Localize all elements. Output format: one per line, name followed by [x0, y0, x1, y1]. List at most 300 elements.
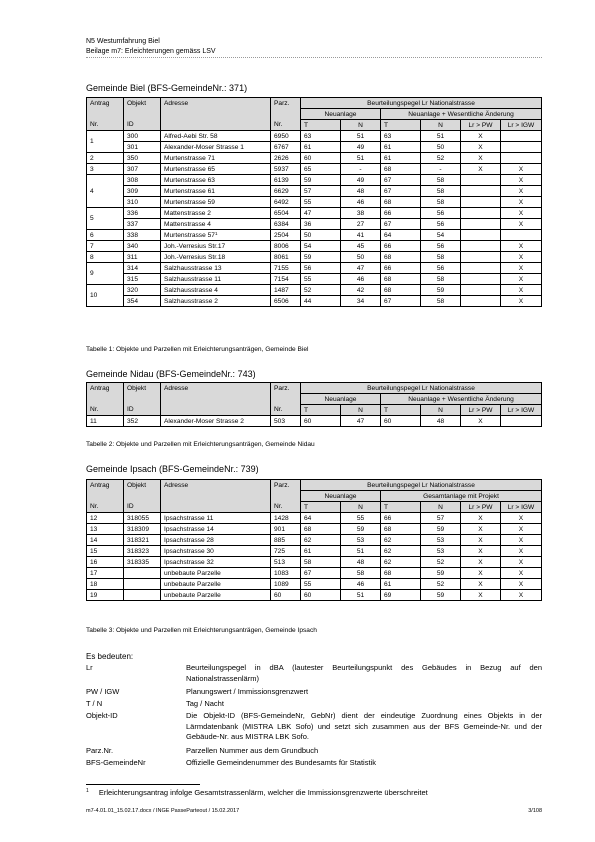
cell-n: 53	[421, 546, 461, 557]
cell-t: 44	[301, 296, 341, 307]
cell-adresse: Murtenstrasse 59	[161, 197, 271, 208]
cell-objekt-id: 310	[124, 197, 161, 208]
cell-antrag: 2	[87, 153, 124, 164]
cell-adresse: Murtenstrasse 71	[161, 153, 271, 164]
col-header-antrag: Antrag	[87, 98, 124, 109]
cell-n: -	[421, 164, 461, 175]
cell-n: 51	[341, 590, 381, 601]
cell-parz-nr: 2504	[271, 230, 301, 241]
cell-t: 36	[301, 219, 341, 230]
col-header-neuanlage-aenderung: Neuanlage + Wesentliche Änderung	[381, 394, 542, 405]
cell-t: 60	[301, 416, 341, 427]
cell-t: 67	[301, 568, 341, 579]
col-header-gesamtanlage: Gesamtanlage mit Projekt	[381, 491, 542, 502]
cell-n: 48	[421, 416, 461, 427]
cell-parz-nr: 60	[271, 590, 301, 601]
cell-objekt-id	[124, 590, 161, 601]
cell-pw: X	[461, 131, 501, 142]
cell-n: 53	[341, 535, 381, 546]
cell-n: 41	[341, 230, 381, 241]
cell-n: 58	[341, 568, 381, 579]
table-row	[87, 208, 542, 219]
cell-t: 68	[381, 274, 421, 285]
cell-n: 51	[341, 153, 381, 164]
cell-adresse: Salzhausstrasse 2	[161, 296, 271, 307]
col-header-igw: Lr > IGW	[501, 502, 542, 513]
cell-t: 61	[381, 153, 421, 164]
cell-adresse: unbebaute Parzelle	[161, 579, 271, 590]
cell-igw: X	[501, 568, 542, 579]
cell-pw	[461, 296, 501, 307]
cell-n: 46	[341, 274, 381, 285]
col-header-group: Beurteilungspegel Lr Nationalstrasse	[301, 383, 542, 394]
legend-value: Offizielle Gemeindenummer des Bundesamts für Statistik	[186, 758, 376, 767]
cell-pw: X	[461, 579, 501, 590]
legend-value: Tag / Nacht	[186, 699, 224, 708]
col-header-t: T	[381, 405, 421, 416]
cell-parz-nr: 513	[271, 557, 301, 568]
cell-parz-nr: 8006	[271, 241, 301, 252]
cell-t: 59	[301, 175, 341, 186]
cell-igw: X	[501, 274, 542, 285]
table-row	[87, 285, 542, 296]
cell-parz-nr: 6384	[271, 219, 301, 230]
cell-n: 52	[421, 579, 461, 590]
cell-igw: X	[501, 263, 542, 274]
col-header-nr: Nr.	[87, 405, 124, 416]
cell-adresse: unbebaute Parzelle	[161, 568, 271, 579]
cell-objekt-id: 336	[124, 208, 161, 219]
cell-pw: X	[461, 513, 501, 524]
cell-objekt-id	[124, 579, 161, 590]
table-row	[87, 274, 542, 285]
cell-t: 61	[301, 142, 341, 153]
cell-igw: X	[501, 175, 542, 186]
cell-n: 56	[421, 241, 461, 252]
table-row	[87, 219, 542, 230]
cell-parz-nr: 725	[271, 546, 301, 557]
cell-antrag: 11	[87, 416, 124, 427]
table-row	[87, 164, 542, 175]
cell-adresse: Alexander-Moser Strasse 1	[161, 142, 271, 153]
cell-adresse: Murtenstrasse 63	[161, 175, 271, 186]
cell-adresse: Mattenstrasse 4	[161, 219, 271, 230]
cell-parz-nr: 503	[271, 416, 301, 427]
cell-pw: X	[461, 153, 501, 164]
caption-nidau: Tabelle 2: Objekte und Parzellen mit Erleichterungsanträgen, Gemeinde Nidau	[86, 441, 315, 448]
cell-t: 55	[301, 274, 341, 285]
cell-n: 59	[421, 568, 461, 579]
legend-item	[86, 758, 542, 769]
legend-key: Parz.Nr.	[86, 746, 114, 755]
cell-adresse: Joh.-Verresius Str.17	[161, 241, 271, 252]
col-header-t: T	[381, 120, 421, 131]
cell-antrag: 10	[87, 285, 124, 307]
col-header-parz: Parz.	[271, 383, 301, 394]
cell-t: 50	[301, 230, 341, 241]
cell-objekt-id: 318309	[124, 524, 161, 535]
cell-adresse: Ipsachstrasse 11	[161, 513, 271, 524]
cell-n: 59	[341, 524, 381, 535]
cell-t: 68	[381, 568, 421, 579]
cell-t: 63	[381, 131, 421, 142]
col-header-group: Beurteilungspegel Lr Nationalstrasse	[301, 480, 542, 491]
cell-t: 60	[301, 153, 341, 164]
cell-t: 67	[381, 186, 421, 197]
legend-key: T / N	[86, 699, 103, 708]
cell-pw	[461, 252, 501, 263]
cell-igw: X	[501, 579, 542, 590]
cell-parz-nr: 2626	[271, 153, 301, 164]
cell-parz-nr: 7155	[271, 263, 301, 274]
cell-igw: X	[501, 285, 542, 296]
footnote-text: Erleichterungsantrag infolge Gesamtstrassenlärm, welcher die Immissionsgrenzwerte überschreitet	[98, 788, 428, 797]
cell-objekt-id: 318055	[124, 513, 161, 524]
cell-objekt-id: 314	[124, 263, 161, 274]
cell-antrag: 18	[87, 579, 124, 590]
cell-adresse: Ipsachstrasse 28	[161, 535, 271, 546]
cell-n: 57	[421, 513, 461, 524]
cell-adresse: Alexander-Moser Strasse 2	[161, 416, 271, 427]
cell-antrag: 19	[87, 590, 124, 601]
cell-pw: X	[461, 142, 501, 153]
page-number: 3/108	[528, 808, 542, 814]
table-row	[87, 579, 542, 590]
table-nidau	[86, 382, 542, 427]
cell-objekt-id	[124, 568, 161, 579]
legend-item	[86, 711, 542, 743]
cell-t: 64	[301, 513, 341, 524]
cell-pw: X	[461, 535, 501, 546]
legend-title: Es bedeuten:	[86, 652, 134, 661]
col-header-neuanlage-aenderung: Neuanlage + Wesentliche Änderung	[381, 109, 542, 120]
cell-igw: X	[501, 208, 542, 219]
col-header-t: T	[301, 405, 341, 416]
table-row	[87, 153, 542, 164]
cell-parz-nr: 8061	[271, 252, 301, 263]
cell-t: 62	[381, 546, 421, 557]
cell-n: 47	[341, 416, 381, 427]
cell-t: 66	[381, 241, 421, 252]
cell-t: 61	[381, 579, 421, 590]
cell-n: 58	[421, 252, 461, 263]
cell-n: 56	[421, 219, 461, 230]
col-header-n: N	[421, 502, 461, 513]
cell-n: 52	[421, 557, 461, 568]
cell-antrag: 9	[87, 263, 124, 285]
table-row	[87, 535, 542, 546]
table-row	[87, 197, 542, 208]
col-header-pw: Lr > PW	[461, 120, 501, 131]
col-header-id: ID	[124, 405, 161, 416]
cell-adresse: Murtenstrasse 61	[161, 186, 271, 197]
cell-pw	[461, 208, 501, 219]
table-row	[87, 230, 542, 241]
cell-objekt-id: 320	[124, 285, 161, 296]
cell-parz-nr: 6950	[271, 131, 301, 142]
cell-t: 62	[301, 535, 341, 546]
cell-t: 63	[301, 131, 341, 142]
cell-igw: X	[501, 241, 542, 252]
col-header-n: N	[421, 405, 461, 416]
cell-t: 60	[301, 590, 341, 601]
cell-n: 52	[421, 153, 461, 164]
col-header-nr: Nr.	[87, 120, 124, 131]
table-row	[87, 296, 542, 307]
cell-igw: X	[501, 524, 542, 535]
cell-n: 53	[421, 535, 461, 546]
cell-pw	[461, 263, 501, 274]
table-ipsach	[86, 479, 542, 601]
cell-pw: X	[461, 557, 501, 568]
cell-igw: X	[501, 557, 542, 568]
cell-t: 67	[381, 219, 421, 230]
cell-pw	[461, 186, 501, 197]
cell-pw	[461, 230, 501, 241]
table-row	[87, 546, 542, 557]
cell-pw	[461, 219, 501, 230]
cell-igw	[501, 230, 542, 241]
cell-objekt-id: 315	[124, 274, 161, 285]
cell-igw	[501, 416, 542, 427]
cell-adresse	[161, 230, 271, 241]
table-row	[87, 186, 542, 197]
cell-antrag: 17	[87, 568, 124, 579]
cell-n: 58	[421, 175, 461, 186]
cell-t: 61	[381, 142, 421, 153]
col-header-objekt: Objekt	[124, 480, 161, 491]
cell-antrag: 1	[87, 131, 124, 153]
cell-igw: X	[501, 219, 542, 230]
cell-parz-nr: 6504	[271, 208, 301, 219]
cell-objekt-id: 309	[124, 186, 161, 197]
cell-antrag: 16	[87, 557, 124, 568]
col-header-objekt: Objekt	[124, 383, 161, 394]
cell-t: 59	[301, 252, 341, 263]
cell-igw: X	[501, 546, 542, 557]
col-header-objekt: Objekt	[124, 98, 161, 109]
cell-t: 69	[381, 590, 421, 601]
cell-parz-nr: 1487	[271, 285, 301, 296]
cell-t: 54	[301, 241, 341, 252]
cell-pw	[461, 274, 501, 285]
table-row	[87, 252, 542, 263]
cell-adresse: Murtenstrasse 65	[161, 164, 271, 175]
cell-antrag: 12	[87, 513, 124, 524]
cell-objekt-id: 340	[124, 241, 161, 252]
footnote-number: 1	[86, 788, 89, 794]
cell-igw: X	[501, 186, 542, 197]
section-title-ipsach: Gemeinde Ipsach (BFS-GemeindeNr.: 739)	[86, 464, 259, 474]
legend-key: BFS-GemeindeNr	[86, 758, 146, 767]
col-header-parznr: Nr.	[271, 502, 301, 513]
header-divider	[86, 57, 542, 58]
cell-objekt-id: 350	[124, 153, 161, 164]
cell-objekt-id: 318323	[124, 546, 161, 557]
header-subtitle: Beilage m7: Erleichterungen gemäss LSV	[86, 48, 216, 55]
cell-n: 59	[421, 590, 461, 601]
col-header-parz: Parz.	[271, 98, 301, 109]
table-row	[87, 241, 542, 252]
cell-n: 49	[341, 142, 381, 153]
cell-igw: X	[501, 296, 542, 307]
col-header-adresse: Adresse	[161, 383, 271, 394]
cell-objekt-id: 311	[124, 252, 161, 263]
cell-parz-nr: 7154	[271, 274, 301, 285]
legend-value: Parzellen Nummer aus dem Grundbuch	[186, 746, 319, 755]
table-row	[87, 557, 542, 568]
col-header-id: ID	[124, 120, 161, 131]
cell-adresse: Ipsachstrasse 14	[161, 524, 271, 535]
cell-t: 66	[381, 263, 421, 274]
table-row	[87, 524, 542, 535]
cell-t: 55	[301, 197, 341, 208]
header-project: N5 Westumfahrung Biel	[86, 38, 160, 45]
table-row	[87, 590, 542, 601]
table-row	[87, 513, 542, 524]
cell-t: 61	[301, 546, 341, 557]
cell-antrag: 14	[87, 535, 124, 546]
cell-pw: X	[461, 524, 501, 535]
cell-objekt-id: 337	[124, 219, 161, 230]
cell-t: 56	[301, 263, 341, 274]
cell-adresse: Ipsachstrasse 32	[161, 557, 271, 568]
col-header-adresse: Adresse	[161, 480, 271, 491]
cell-t: 65	[301, 164, 341, 175]
cell-n: 49	[341, 175, 381, 186]
cell-n: 55	[341, 513, 381, 524]
table-row	[87, 263, 542, 274]
table-row	[87, 131, 542, 142]
cell-igw: X	[501, 252, 542, 263]
cell-t: 67	[381, 175, 421, 186]
cell-n: 59	[421, 285, 461, 296]
col-header-parznr: Nr.	[271, 405, 301, 416]
cell-t: 68	[381, 524, 421, 535]
col-header-antrag: Antrag	[87, 383, 124, 394]
table-biel	[86, 97, 542, 307]
legend-item	[86, 699, 542, 710]
footnote-divider	[86, 784, 200, 785]
cell-t: 68	[381, 197, 421, 208]
col-header-id: ID	[124, 502, 161, 513]
cell-igw	[501, 131, 542, 142]
cell-antrag: 6	[87, 230, 124, 241]
cell-n: 47	[341, 263, 381, 274]
cell-adresse: Ipsachstrasse 30	[161, 546, 271, 557]
cell-t: 66	[381, 513, 421, 524]
cell-pw: X	[461, 590, 501, 601]
col-header-antrag: Antrag	[87, 480, 124, 491]
cell-n: 51	[421, 131, 461, 142]
cell-n: 59	[421, 524, 461, 535]
cell-antrag: 7	[87, 241, 124, 252]
footnote	[86, 788, 428, 797]
cell-antrag: 8	[87, 252, 124, 263]
cell-adresse: Salzhausstrasse 4	[161, 285, 271, 296]
cell-objekt-id: 352	[124, 416, 161, 427]
legend-value: Planungswert / Immissionsgrenzwert	[186, 687, 309, 696]
legend-value: Die Objekt-ID (BFS-GemeindeNr, GebNr) dient der eindeutige Zuordnung eines Objekts in der Lärmdatenbank (MISTRA LBK Sofo) und setzt sich zusammen aus der BFS Gemeinde-Nr. und der Gebäude-Nr. aus MISTRA LBK Sofo.	[186, 711, 542, 741]
col-header-neuanlage: Neuanlage	[301, 491, 381, 502]
cell-objekt-id: 354	[124, 296, 161, 307]
table-row	[87, 416, 542, 427]
col-header-t: T	[301, 120, 341, 131]
cell-antrag: 5	[87, 208, 124, 230]
cell-n: 56	[421, 208, 461, 219]
col-header-t: T	[381, 502, 421, 513]
cell-pw	[461, 175, 501, 186]
cell-antrag: 13	[87, 524, 124, 535]
col-header-t: T	[301, 502, 341, 513]
col-header-igw: Lr > IGW	[501, 405, 542, 416]
cell-pw	[461, 285, 501, 296]
cell-t: 62	[381, 535, 421, 546]
cell-igw: X	[501, 535, 542, 546]
cell-t: 66	[381, 208, 421, 219]
cell-n: 50	[341, 252, 381, 263]
cell-parz-nr: 901	[271, 524, 301, 535]
cell-n: 50	[421, 142, 461, 153]
cell-n: 27	[341, 219, 381, 230]
cell-objekt-id: 338	[124, 230, 161, 241]
cell-pw: X	[461, 164, 501, 175]
table-row	[87, 142, 542, 153]
cell-t: 62	[381, 557, 421, 568]
col-header-n: N	[341, 502, 381, 513]
cell-n: 48	[341, 557, 381, 568]
cell-adresse: Mattenstrasse 2	[161, 208, 271, 219]
cell-pw: X	[461, 416, 501, 427]
col-header-parz: Parz.	[271, 480, 301, 491]
cell-n: 58	[421, 186, 461, 197]
col-header-neuanlage: Neuanlage	[301, 109, 381, 120]
col-header-igw: Lr > IGW	[501, 120, 542, 131]
legend-key: Lr	[86, 663, 93, 672]
cell-igw	[501, 153, 542, 164]
cell-n: 46	[341, 197, 381, 208]
cell-n: 51	[341, 131, 381, 142]
cell-t: 55	[301, 579, 341, 590]
cell-n: 45	[341, 241, 381, 252]
cell-igw: X	[501, 164, 542, 175]
cell-t: 52	[301, 285, 341, 296]
cell-t: 47	[301, 208, 341, 219]
col-header-n: N	[421, 120, 461, 131]
cell-adresse-text: Murtenstrasse 57	[164, 231, 215, 239]
col-header-nr: Nr.	[87, 502, 124, 513]
cell-t: 57	[301, 186, 341, 197]
cell-t: 68	[381, 285, 421, 296]
section-title-biel: Gemeinde Biel (BFS-GemeindeNr.: 371)	[86, 83, 248, 93]
cell-pw: X	[461, 568, 501, 579]
col-header-n: N	[341, 405, 381, 416]
cell-objekt-id: 307	[124, 164, 161, 175]
cell-objekt-id: 308	[124, 175, 161, 186]
cell-adresse: Alfred-Aebi Str. 58	[161, 131, 271, 142]
legend-item	[86, 663, 542, 684]
cell-n: 58	[421, 296, 461, 307]
cell-adresse: unbebaute Parzelle	[161, 590, 271, 601]
cell-t: 60	[381, 416, 421, 427]
cell-pw	[461, 197, 501, 208]
legend-key: Objekt-ID	[86, 711, 118, 720]
cell-parz-nr: 1428	[271, 513, 301, 524]
col-header-pw: Lr > PW	[461, 502, 501, 513]
cell-parz-nr: 6492	[271, 197, 301, 208]
cell-parz-nr: 6139	[271, 175, 301, 186]
cell-n: 48	[341, 186, 381, 197]
